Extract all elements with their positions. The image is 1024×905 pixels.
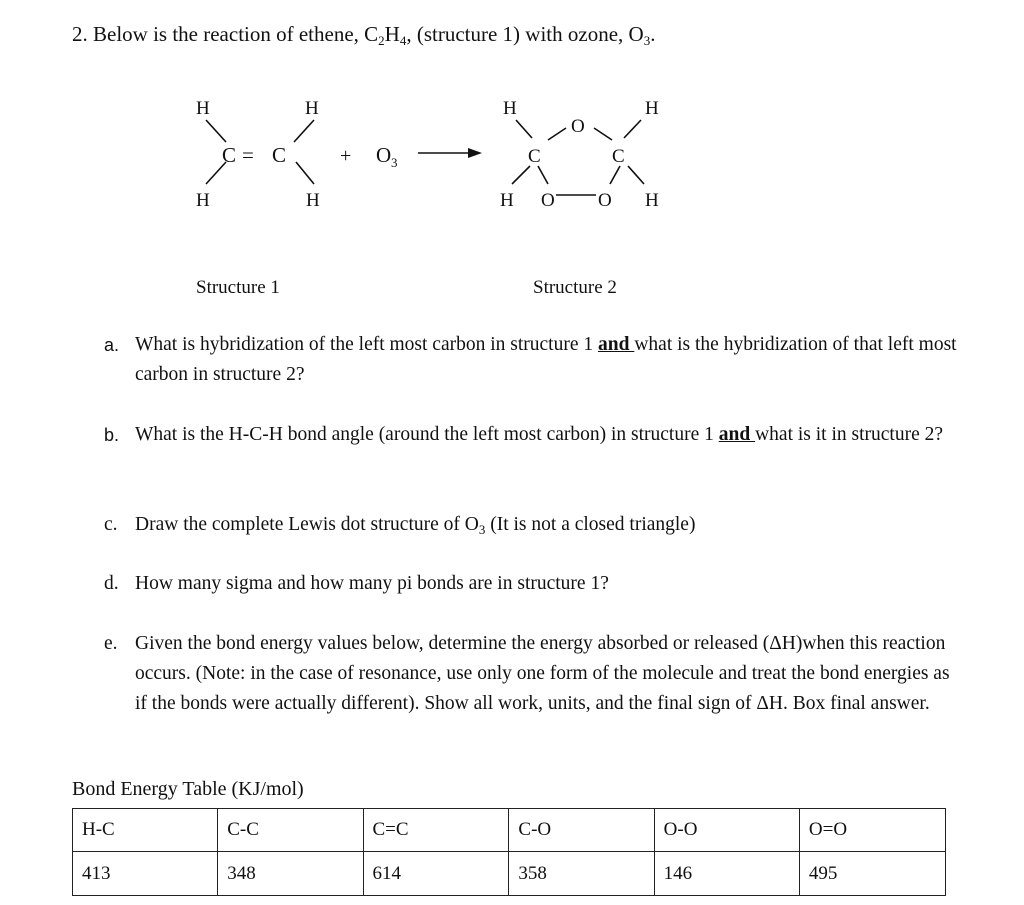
value-cell: 413 bbox=[73, 852, 218, 896]
header-cell-cc: C-C bbox=[218, 809, 363, 852]
part-c-text-2: (It is not a closed triangle) bbox=[485, 514, 696, 535]
bond-h-c-bottom-right bbox=[296, 162, 314, 184]
bond-c-o bbox=[610, 166, 620, 184]
subscript-4: 4 bbox=[399, 33, 407, 48]
bond-h-c-top-right bbox=[294, 120, 314, 142]
part-a-text-2: what is the hybridization of that left most carbon in structure 2? bbox=[135, 334, 957, 385]
part-d bbox=[104, 569, 964, 599]
bond-h-c bbox=[512, 166, 530, 184]
part-letter: c. bbox=[104, 514, 118, 535]
value-cell: 495 bbox=[799, 852, 945, 896]
atom-c: C bbox=[612, 146, 625, 167]
header-cell-oo: O-O bbox=[654, 809, 799, 852]
header-cell-hc: H-C bbox=[73, 809, 218, 852]
part-b-text-2: what is it in structure 2? bbox=[755, 424, 944, 445]
value-cell: 614 bbox=[363, 852, 509, 896]
part-e-text: Given the bond energy values below, determine the energy absorbed or released (ΔH)when this reaction occurs. (Note: in the case of resonance, use only one form of the molecule and treat the bond energies as if the bonds were actually different). Show all work, units, and the final sign of ΔH. Box final answer. bbox=[135, 633, 950, 714]
atom-h: H bbox=[196, 190, 210, 211]
part-e bbox=[104, 629, 964, 719]
part-a-text-1: What is hybridization of the left most carbon in structure 1 bbox=[135, 334, 599, 355]
structure-2-label: Structure 2 bbox=[533, 277, 617, 298]
atom-h: H bbox=[305, 98, 319, 119]
reaction-diagram bbox=[0, 80, 1024, 305]
double-bond: = bbox=[242, 143, 254, 167]
table-values-row bbox=[73, 852, 946, 896]
header-cell-co: C-O bbox=[509, 809, 654, 852]
value-cell: 358 bbox=[509, 852, 654, 896]
part-b-text bbox=[135, 420, 964, 450]
bond-o-c bbox=[594, 128, 612, 140]
question-text-1: Below is the reaction of ethene, C bbox=[93, 22, 379, 46]
part-c bbox=[104, 510, 964, 540]
part-d-text: How many sigma and how many pi bonds are in structure 1? bbox=[135, 573, 609, 594]
bond-h-c bbox=[516, 120, 532, 138]
atom-h: H bbox=[500, 190, 514, 211]
bond-c-o bbox=[538, 166, 548, 184]
atom-c: C bbox=[528, 146, 541, 167]
part-a-text bbox=[135, 330, 964, 390]
part-letter: a. bbox=[104, 335, 120, 355]
part-c-text-1: Draw the complete Lewis dot structure of O bbox=[135, 514, 479, 535]
value-cell: 146 bbox=[654, 852, 799, 896]
value-cell: 348 bbox=[218, 852, 363, 896]
reaction-arrow bbox=[418, 148, 482, 158]
atom-o: O bbox=[571, 116, 585, 137]
question-number: 2. bbox=[72, 22, 88, 46]
ozone-subscript: 3 bbox=[391, 155, 398, 170]
bond-h-c bbox=[624, 120, 641, 138]
atom-o: O bbox=[598, 190, 612, 211]
part-letter: d. bbox=[104, 573, 119, 594]
emphasis-and: and bbox=[718, 424, 756, 445]
plus-sign: + bbox=[340, 145, 352, 167]
ozone-o: O bbox=[376, 143, 392, 167]
part-letter: e. bbox=[104, 633, 118, 654]
structure-1-label: Structure 1 bbox=[196, 277, 280, 298]
header-cell-c-double-c: C=C bbox=[363, 809, 509, 852]
bond-energy-table bbox=[72, 808, 946, 896]
atom-c: C bbox=[272, 143, 287, 167]
part-b-text-1: What is the H-C-H bond angle (around the left most carbon) in structure 1 bbox=[135, 424, 719, 445]
table-title: Bond Energy Table (KJ/mol) bbox=[72, 778, 304, 800]
header-cell-o-double-o: O=O bbox=[799, 809, 945, 852]
atom-h: H bbox=[196, 98, 210, 119]
part-a bbox=[104, 330, 964, 390]
question-period: . bbox=[650, 22, 656, 46]
subscript-3: 3 bbox=[643, 33, 651, 48]
atom-h: H bbox=[645, 190, 659, 211]
part-c-text bbox=[135, 510, 964, 540]
subscript-3: 3 bbox=[478, 522, 486, 537]
bond-h-c-top-left bbox=[206, 120, 226, 142]
atom-o: O bbox=[541, 190, 555, 211]
atom-h: H bbox=[306, 190, 320, 211]
atom-h: H bbox=[645, 98, 659, 119]
atom-h: H bbox=[503, 98, 517, 119]
question-text-2: , (structure 1) with ozone, O bbox=[406, 22, 644, 46]
part-b bbox=[104, 420, 964, 450]
bond-c-o bbox=[548, 128, 566, 140]
subscript-2: 2 bbox=[378, 33, 385, 48]
part-letter: b. bbox=[104, 425, 120, 445]
question-text-h: H bbox=[384, 22, 400, 46]
question-title bbox=[72, 22, 655, 47]
table-header-row bbox=[73, 809, 946, 852]
atom-c: C bbox=[222, 143, 237, 167]
emphasis-and: and bbox=[598, 334, 635, 355]
bond-c-h bbox=[628, 166, 644, 184]
